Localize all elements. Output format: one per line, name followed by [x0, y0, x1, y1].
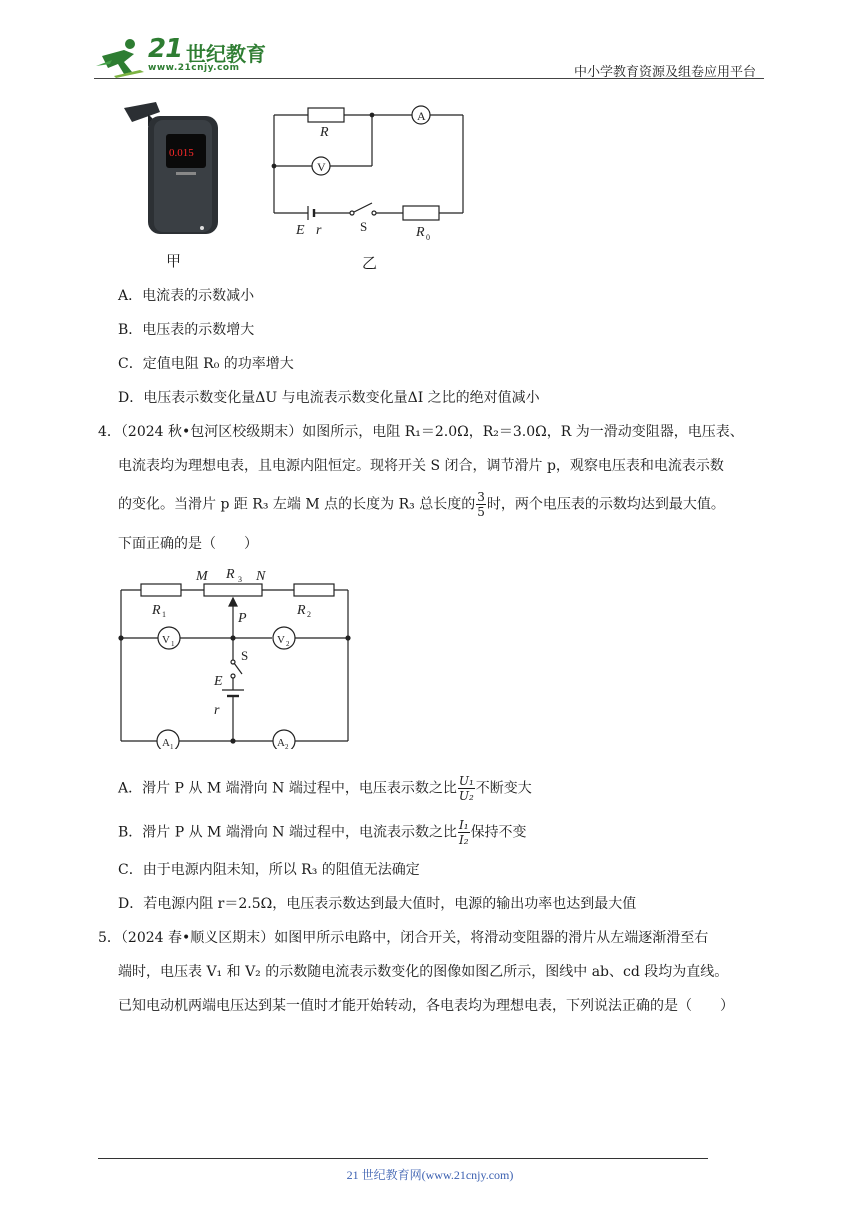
svg-text:2: 2 — [307, 610, 311, 619]
q4-stem-line1: 4．（2024 秋•包河区校级期末）如图所示，电阻 R₁＝2.0Ω，R₂＝3.0Ω，R 为一滑动变阻器，电压表、 — [98, 424, 744, 440]
svg-text:N: N — [256, 569, 266, 584]
q5-stem-line2: 端时，电压表 V₁ 和 V₂ 的示数随电流表示数变化的图像如图乙所示，图线中 ab、cd 段均为直线。 — [118, 964, 729, 980]
q5-stem-line1: 5．（2024 春•顺义区期末）如图甲所示电路中，闭合开关，将滑动变阻器的滑片从左端逐渐滑至右 — [98, 930, 709, 946]
svg-text:R: R — [152, 603, 161, 618]
emf-label: E — [296, 223, 305, 238]
fraction-three-fifths: $\frac{3}{5}$ — [477, 490, 485, 519]
svg-text:R: R — [297, 603, 306, 618]
svg-text:P: P — [238, 611, 247, 626]
footer-divider — [98, 1158, 708, 1159]
resistor-r-label: R — [320, 125, 329, 140]
q4-option-c[interactable]: C．由于电源内阻未知，所以 R₃ 的阻值无法确定 — [118, 862, 420, 878]
internal-r-label: r — [316, 223, 322, 238]
q3-option-d[interactable]: D．电压表示数变化量ΔU 与电流表示数变化量ΔI 之比的绝对值减小 — [118, 390, 540, 406]
svg-text:1: 1 — [171, 640, 175, 648]
svg-text:S: S — [241, 648, 249, 663]
svg-text:V: V — [162, 634, 170, 646]
figure-label-yi: 乙 — [362, 254, 378, 272]
device-display-text: 0.015 — [169, 147, 194, 159]
q4-option-d[interactable]: D．若电源内阻 r＝2.5Ω，电压表示数达到最大值时，电源的输出功率也达到最大值 — [118, 896, 637, 912]
svg-text:2: 2 — [286, 640, 290, 648]
q3-option-a[interactable]: A．电流表的示数减小 — [118, 288, 255, 304]
svg-text:0: 0 — [426, 233, 430, 240]
logo-title: 世纪教育 — [186, 42, 266, 66]
svg-text:1: 1 — [170, 743, 174, 749]
figure-label-jia: 甲 — [166, 252, 182, 270]
svg-text:R: R — [226, 567, 235, 582]
svg-text:A: A — [162, 737, 170, 749]
logo-url: www.21cnjy.com — [148, 63, 240, 73]
svg-text:M: M — [196, 569, 208, 584]
fraction-u1-u2: $\frac{\text{U₁}}{\text{U₂}}$ — [458, 774, 474, 803]
svg-text:1: 1 — [162, 610, 166, 619]
q4-option-b[interactable]: B．滑片 P 从 M 端滑向 N 端过程中，电流表示数之比 $\frac{\text{I₁}}{\text{I₂}}$ 保持不变 — [118, 818, 527, 847]
q4-stem-line4: 下面正确的是（ ） — [118, 536, 258, 552]
svg-text:V: V — [277, 634, 285, 646]
q4-stem-line3: 的变化。当滑片 p 距 R₃ 左端 M 点的长度为 R₃ 总长度的 $\frac{3}{5}$ 时，两个电压表的示数均达到最大值。 — [118, 490, 725, 519]
q3-option-b[interactable]: B．电压表的示数增大 — [118, 322, 255, 338]
ammeter-label: A — [417, 109, 426, 123]
breathalyzer-image — [118, 96, 228, 245]
q4-stem-line2: 电流表均为理想电表，且电源内阻恒定。现将开关 S 闭合，调节滑片 p，观察电压表和电流表示数 — [118, 458, 724, 474]
footer-link[interactable]: 21 世纪教育网(www.21cnjy.com) — [346, 1168, 514, 1182]
logo-number: 21 — [148, 34, 183, 64]
q4-circuit-diagram — [114, 564, 364, 753]
svg-text:E: E — [214, 674, 223, 689]
switch-s-label: S — [360, 219, 368, 234]
svg-text:r: r — [214, 703, 220, 718]
q5-stem-line3: 已知电动机两端电压达到某一值时才能开始转动，各电表均为理想电表，下列说法正确的是（ ） — [118, 998, 734, 1014]
runner-logo-icon — [94, 36, 150, 78]
voltmeter-label: V — [317, 160, 326, 174]
svg-text:3: 3 — [238, 575, 242, 584]
svg-text:A: A — [277, 737, 285, 749]
resistor-r0-label: R — [416, 225, 425, 240]
header-platform-text: 中小学教育资源及组卷应用平台 — [573, 65, 756, 80]
svg-text:2: 2 — [285, 743, 289, 749]
q3-option-c[interactable]: C．定值电阻 R₀ 的功率增大 — [118, 356, 294, 372]
circuit-diagram-yi — [268, 100, 478, 244]
q4-option-a[interactable]: A．滑片 P 从 M 端滑向 N 端过程中，电压表示数之比 $\frac{\text{U₁}}{\text{U₂}}$ 不断变大 — [118, 774, 532, 803]
fraction-i1-i2: $\frac{\text{I₁}}{\text{I₂}}$ — [459, 818, 469, 847]
header-divider — [94, 78, 764, 79]
